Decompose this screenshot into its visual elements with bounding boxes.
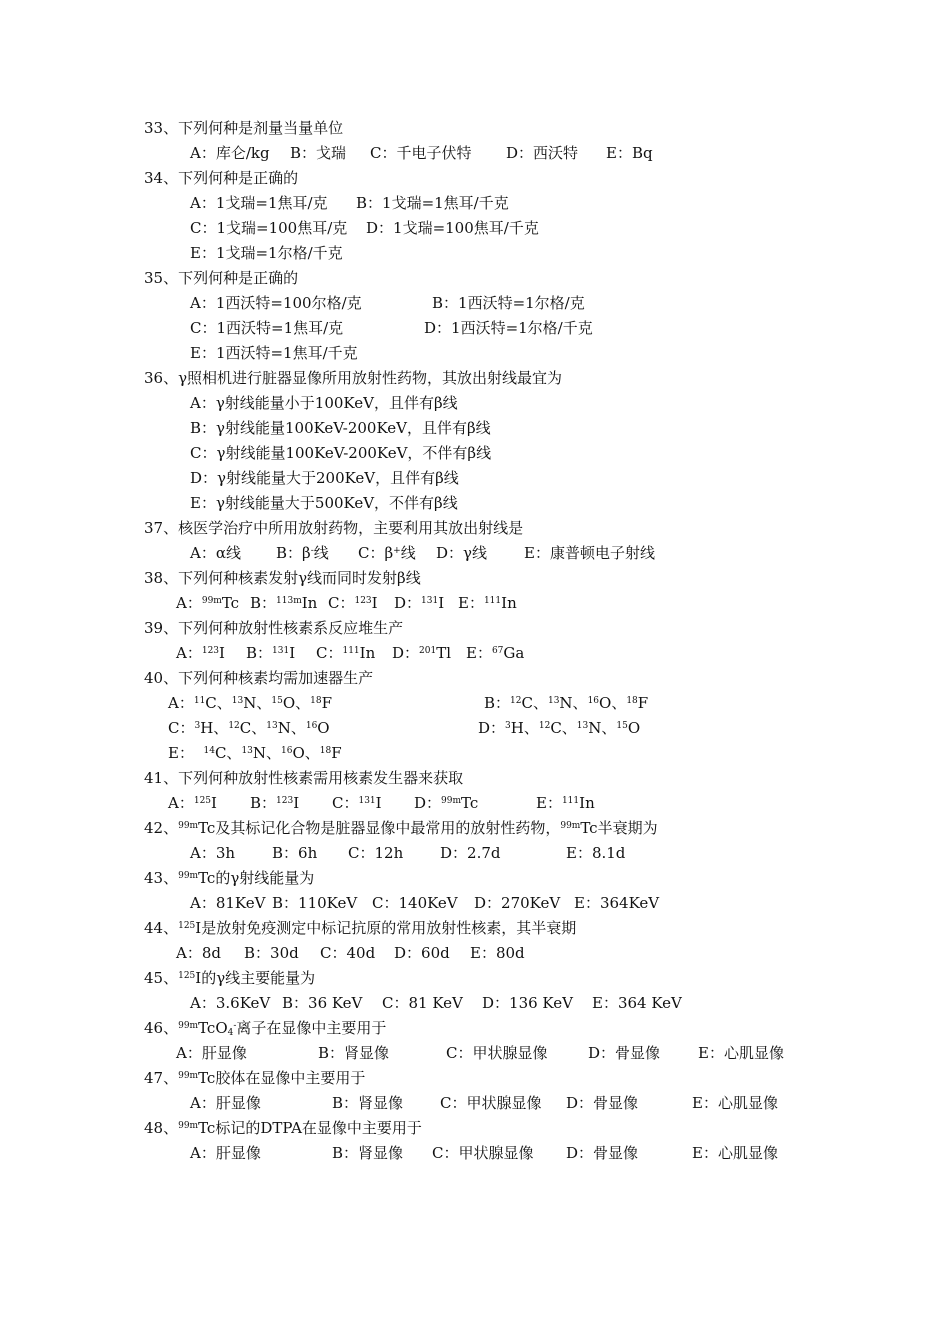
question-39-title: 39、下列何种放射性核素系反应堆生产 (144, 619, 404, 637)
question-37-title: 37、核医学治疗中所用放射药物，主要利用其放出射线是 (144, 519, 524, 537)
option-b: B：1西沃特=1尔格/克 (432, 294, 585, 312)
option-e: E：8.1d (566, 844, 626, 862)
option-b: B：肾显像 (318, 1044, 390, 1062)
question-35-title: 35、下列何种是正确的 (144, 269, 299, 287)
option-d: D：$^3$H、$^{12}$C、$^{13}$N、$^{15}$O (478, 719, 641, 737)
option-e: E：364 KeV (592, 994, 682, 1012)
option-c: C：81 KeV (382, 994, 463, 1012)
option-a: A：81KeV (190, 894, 266, 912)
option-c: C：1戈瑞=100焦耳/克 (190, 219, 348, 237)
option-d: D：$^{99m}$Tc (414, 794, 479, 812)
option-e: E：$^{67}$Ga (466, 644, 525, 662)
option-d: D：136 KeV (482, 994, 573, 1012)
option-c: C：$^{111}$In (316, 644, 376, 662)
option-e: E： $^{14}$C、$^{13}$N、$^{16}$O、$^{18}$F (168, 744, 342, 762)
option-a: A：$^{123}$I (176, 644, 225, 662)
question-44-title: 44、$^{125}$I是放射免疫测定中标记抗原的常用放射性核素，其半衰期 (144, 919, 577, 937)
option-c: C：$^{131}$I (332, 794, 382, 812)
option-c: C：甲状腺显像 (440, 1094, 542, 1112)
option-b: B：$^{113m}$In (250, 594, 318, 612)
question-47-title: 47、$^{99m}$Tc胶体在显像中主要用于 (144, 1069, 366, 1087)
option-c: C：1西沃特=1焦耳/克 (190, 319, 344, 337)
option-a: A：3h (190, 844, 236, 862)
option-c: C：140KeV (372, 894, 458, 912)
option-b: B：36 KeV (282, 994, 363, 1012)
question-41-title: 41、下列何种放射性核素需用核素发生器来获取 (144, 769, 464, 787)
option-e: E：364KeV (574, 894, 660, 912)
option-d: D：骨显像 (588, 1044, 661, 1062)
option-a: A：1戈瑞=1焦耳/克 (190, 194, 328, 212)
option-b: B：110KeV (272, 894, 358, 912)
option-d: D：γ线 (436, 544, 487, 562)
option-d: D：γ射线能量大于200KeV，且伴有β线 (190, 469, 459, 487)
option-c: C：甲状腺显像 (432, 1144, 534, 1162)
question-38-title: 38、下列何种核素发射γ线而同时发射β线 (144, 569, 421, 587)
option-d: D：60d (394, 944, 450, 962)
option-e: E：80d (470, 944, 525, 962)
option-e: E：γ射线能量大于500KeV，不伴有β线 (190, 494, 458, 512)
option-b: B：戈瑞 (290, 144, 347, 162)
option-c: C：γ射线能量100KeV-200KeV，不伴有β线 (190, 444, 492, 462)
option-b: B：$^{131}$I (246, 644, 296, 662)
option-b: B：$^{12}$C、$^{13}$N、$^{16}$O、$^{18}$F (484, 694, 649, 712)
option-b: B：肾显像 (332, 1144, 404, 1162)
option-b: B：30d (244, 944, 299, 962)
option-a: A：$^{99m}$Tc (176, 594, 240, 612)
option-d: D：骨显像 (566, 1094, 639, 1112)
question-34-title: 34、下列何种是正确的 (144, 169, 299, 187)
option-c: C：千电子伏特 (370, 144, 472, 162)
option-d: D：西沃特 (506, 144, 579, 162)
option-c: C：β+线 (358, 544, 416, 562)
option-d: D：1西沃特=1尔格/千克 (424, 319, 593, 337)
question-46-title: 46、$^{99m}$TcO$_4$-离子在显像中主要用于 (144, 1019, 387, 1038)
option-e: E：心肌显像 (698, 1044, 784, 1062)
option-b: B：$^{123}$I (250, 794, 300, 812)
question-33-title: 33、下列何种是剂量当量单位 (144, 119, 344, 137)
question-43-title: 43、$^{99m}$Tc的γ射线能量为 (144, 869, 315, 887)
option-b: B：肾显像 (332, 1094, 404, 1112)
option-b: B：γ射线能量100KeV-200KeV，且伴有β线 (190, 419, 491, 437)
option-d: D：$^{201}$Tl (392, 644, 452, 662)
option-e: E：1戈瑞=1尔格/千克 (190, 244, 343, 262)
option-d: D：骨显像 (566, 1144, 639, 1162)
option-a: A：1西沃特=100尔格/克 (190, 294, 362, 312)
option-b: B：1戈瑞=1焦耳/千克 (356, 194, 509, 212)
option-d: D：270KeV (474, 894, 561, 912)
question-40-title: 40、下列何种核素均需加速器生产 (144, 669, 374, 687)
option-e: E：康普顿电子射线 (524, 544, 655, 562)
question-36-title: 36、γ照相机进行脏器显像所用放射性药物，其放出射线最宜为 (144, 369, 563, 387)
option-e: E：心肌显像 (692, 1094, 778, 1112)
option-a: A：$^{11}$C、$^{13}$N、$^{15}$O、$^{18}$F (168, 694, 333, 712)
option-a: A：肝显像 (176, 1044, 247, 1062)
option-a: A：肝显像 (190, 1094, 261, 1112)
option-d: D：$^{131}$I (394, 594, 445, 612)
option-a: A：γ射线能量小于100KeV，且伴有β线 (190, 394, 458, 412)
option-e: E：$^{111}$In (536, 794, 595, 812)
option-c: C：$^{123}$I (328, 594, 378, 612)
option-b: B：β-线 (276, 544, 329, 562)
option-c: C：40d (320, 944, 376, 962)
option-e: E：Bq (606, 144, 653, 162)
question-42-title: 42、$^{99m}$Tc及其标记化合物是脏器显像中最常用的放射性药物，$^{99m}$Tc半衰期为 (144, 819, 658, 837)
option-c: C：$^3$H、$^{12}$C、$^{13}$N、$^{16}$O (168, 719, 330, 737)
question-48-title: 48、$^{99m}$Tc标记的DTPA在显像中主要用于 (144, 1119, 422, 1137)
option-c: C：12h (348, 844, 404, 862)
question-45-title: 45、$^{125}$I的γ线主要能量为 (144, 969, 316, 987)
option-e: E：1西沃特=1焦耳/千克 (190, 344, 358, 362)
option-a: A：肝显像 (190, 1144, 261, 1162)
option-a: A：库仑/kg (190, 144, 270, 162)
option-e: E：$^{111}$In (458, 594, 517, 612)
option-a: A：$^{125}$I (168, 794, 217, 812)
option-e: E：心肌显像 (692, 1144, 778, 1162)
option-b: B：6h (272, 844, 318, 862)
option-c: C：甲状腺显像 (446, 1044, 548, 1062)
option-a: A：3.6KeV (190, 994, 271, 1012)
option-d: D：2.7d (440, 844, 501, 862)
option-a: A：8d (176, 944, 221, 962)
option-d: D：1戈瑞=100焦耳/千克 (366, 219, 539, 237)
option-a: A：α线 (190, 544, 241, 562)
